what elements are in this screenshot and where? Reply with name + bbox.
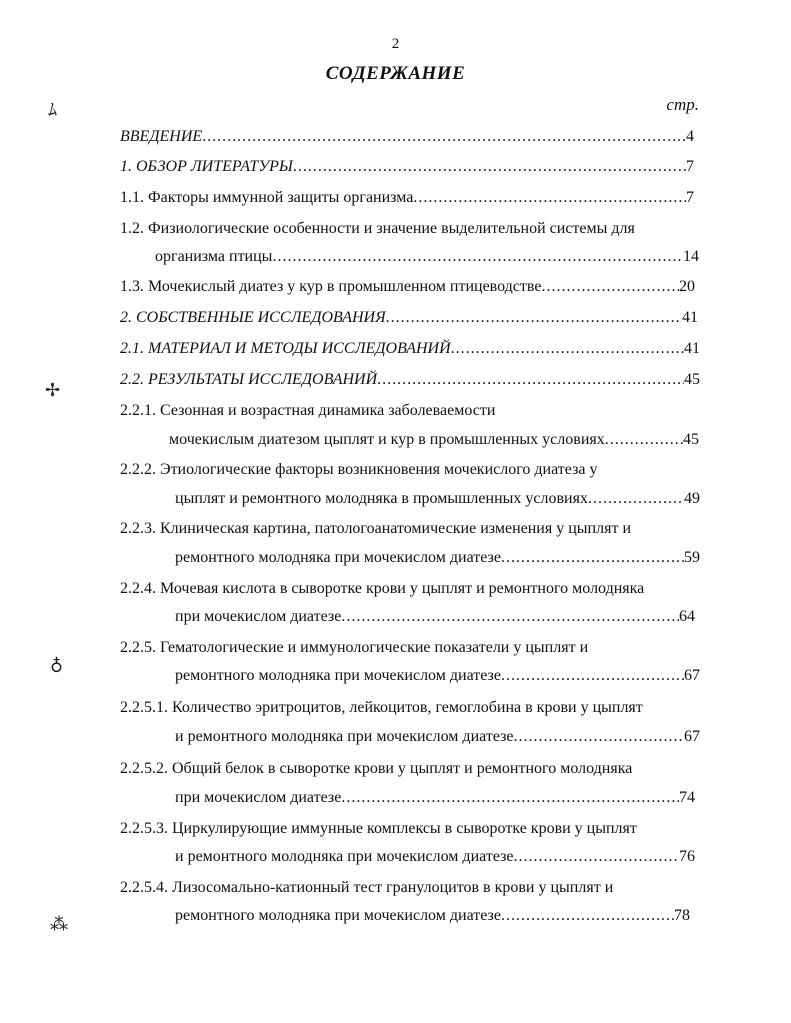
toc-entry-page: 41 — [684, 340, 700, 357]
toc-entry-title: ВВЕДЕНИЕ — [120, 128, 203, 145]
toc-entry — [0, 546, 791, 570]
toc-entry-page: 49 — [684, 490, 700, 507]
toc-entry — [0, 306, 791, 330]
toc-entry-page: 78 — [674, 907, 690, 924]
toc-entry-title: 1.1. Факторы иммунной защиты организма — [120, 189, 414, 206]
toc-leader-dots — [202, 125, 686, 149]
toc-entry-page: 59 — [684, 549, 700, 566]
toc-entry — [0, 368, 791, 392]
toc-entry — [0, 337, 791, 361]
toc-leader-dots — [541, 275, 679, 299]
toc-entry — [0, 245, 791, 269]
toc-entry-page: 20 — [679, 278, 695, 295]
toc-entry-title: 2. СОБСТВЕННЫЕ ИССЛЕДОВАНИЯ — [120, 309, 386, 326]
toc-leader-dots — [272, 245, 683, 269]
toc-entry — [0, 904, 791, 928]
margin-mark: ﾑ — [48, 100, 57, 120]
toc-entry-page: 74 — [679, 789, 695, 806]
toc-leader-dots — [341, 786, 679, 810]
toc-entry-title: и ремонтного молодняка при мочекислом диатезе — [175, 848, 514, 865]
toc-entry-title: 2.2.5. Гематологические и иммунологические показатели у цыплят и — [120, 639, 589, 656]
margin-mark: ✢ — [45, 380, 61, 400]
toc-entry — [0, 876, 791, 900]
toc-entry-page: 67 — [684, 667, 700, 684]
toc-entry — [0, 817, 791, 841]
toc-entry-page: 45 — [683, 431, 699, 448]
toc-entry — [0, 155, 791, 179]
toc-entry — [0, 577, 791, 601]
toc-leader-dots — [293, 155, 686, 179]
toc-leader-dots — [605, 428, 683, 452]
toc-entry — [0, 845, 791, 869]
toc-leader-dots — [501, 546, 684, 570]
toc-leader-dots — [514, 845, 679, 869]
pages-column-label: стр. — [666, 95, 699, 114]
toc-leader-dots — [377, 368, 684, 392]
toc-entry — [0, 725, 791, 749]
toc-entry — [0, 664, 791, 688]
toc-leader-dots — [341, 605, 679, 629]
toc-leader-dots — [501, 664, 684, 688]
toc-entry-title: 2.1. МАТЕРИАЛ И МЕТОДЫ ИССЛЕДОВАНИЙ — [120, 340, 451, 357]
toc-entry — [0, 399, 791, 423]
toc-entry-title: организма птицы — [155, 248, 273, 265]
toc-leader-dots — [588, 487, 684, 511]
toc-entry-page: 14 — [683, 248, 699, 265]
toc-entry-title: 1.3. Мочекислый диатез у кур в промышленном птицеводстве — [120, 278, 542, 295]
toc-entry — [0, 696, 791, 720]
toc-entry-title: 1. ОБЗОР ЛИТЕРАТУРЫ — [120, 158, 293, 175]
toc-entry — [0, 517, 791, 541]
toc-leader-dots — [514, 725, 684, 749]
toc-entry — [0, 428, 791, 452]
toc-entry-page: 41 — [682, 309, 698, 326]
toc-entry-title: и ремонтного молодняка при мочекислом диатезе — [175, 728, 514, 745]
toc-entry-title: 1.2. Физиологические особенности и значение выделительной системы для — [120, 220, 635, 237]
toc-entry — [0, 786, 791, 810]
toc-entry-page: 4 — [686, 128, 694, 145]
toc-entry-title: мочекислым диатезом цыплят и кур в промышленных условиях — [169, 431, 605, 448]
toc-entry-title: 2.2.1. Сезонная и возрастная динамика заболеваемости — [120, 402, 496, 419]
toc-entry — [0, 757, 791, 781]
toc-entry-title: 2.2.5.3. Циркулирующие иммунные комплексы в сыворотке крови у цыплят — [120, 820, 637, 837]
toc-entry — [0, 217, 791, 241]
toc-entry — [0, 186, 791, 210]
toc-entry-page: 64 — [679, 608, 695, 625]
toc-entry-title: при мочекислом диатезе — [175, 789, 342, 806]
toc-entry — [0, 275, 791, 299]
toc-entry — [0, 487, 791, 511]
margin-mark: ⁂ — [50, 914, 68, 934]
toc-entry — [0, 125, 791, 149]
toc-entry — [0, 458, 791, 482]
toc-entry-title: цыплят и ремонтного молодняка в промышленных условиях — [175, 490, 588, 507]
toc-entry-page: 7 — [686, 158, 694, 175]
toc-entry-title: 2.2.5.1. Количество эритроцитов, лейкоцитов, гемоглобина в крови у цыплят — [120, 699, 643, 716]
toc-leader-dots — [501, 904, 674, 928]
toc-entry-page: 7 — [686, 189, 694, 206]
toc-entry-title: ремонтного молодняка при мочекислом диатезе — [175, 907, 501, 924]
toc-leader-dots — [386, 306, 682, 330]
toc-entry-title: 2.2.5.2. Общий белок в сыворотке крови у цыплят и ремонтного молодняка — [120, 760, 633, 777]
toc-entry-title: 2.2.5.4. Лизосомально-катионный тест гранулоцитов в крови у цыплят и — [120, 879, 614, 896]
page-number: 2 — [391, 36, 400, 52]
toc-entry — [0, 605, 791, 629]
toc-entry-title: 2.2. РЕЗУЛЬТАТЫ ИССЛЕДОВАНИЙ — [120, 371, 378, 388]
toc-entry-page: 76 — [679, 848, 695, 865]
toc-entry-page: 45 — [684, 371, 700, 388]
toc-entry-page: 67 — [684, 728, 700, 745]
margin-mark: ♁ — [50, 654, 64, 674]
toc-entry — [0, 636, 791, 660]
toc-entry-title: ремонтного молодняка при мочекислом диатезе — [175, 667, 501, 684]
toc-entry-title: 2.2.3. Клиническая картина, патологоанатомические изменения у цыплят и — [120, 520, 631, 537]
toc-entry-title: при мочекислом диатезе — [175, 608, 342, 625]
toc-leader-dots — [451, 337, 684, 361]
toc-entry-title: 2.2.2. Этиологические факторы возникновения мочекислого диатеза у — [120, 461, 598, 478]
toc-entry-title: ремонтного молодняка при мочекислом диатезе — [175, 549, 501, 566]
toc-entry-title: 2.2.4. Мочевая кислота в сыворотке крови у цыплят и ремонтного молодняка — [120, 580, 645, 597]
toc-leader-dots — [413, 186, 686, 210]
page-title: СОДЕРЖАНИЕ — [325, 63, 466, 84]
